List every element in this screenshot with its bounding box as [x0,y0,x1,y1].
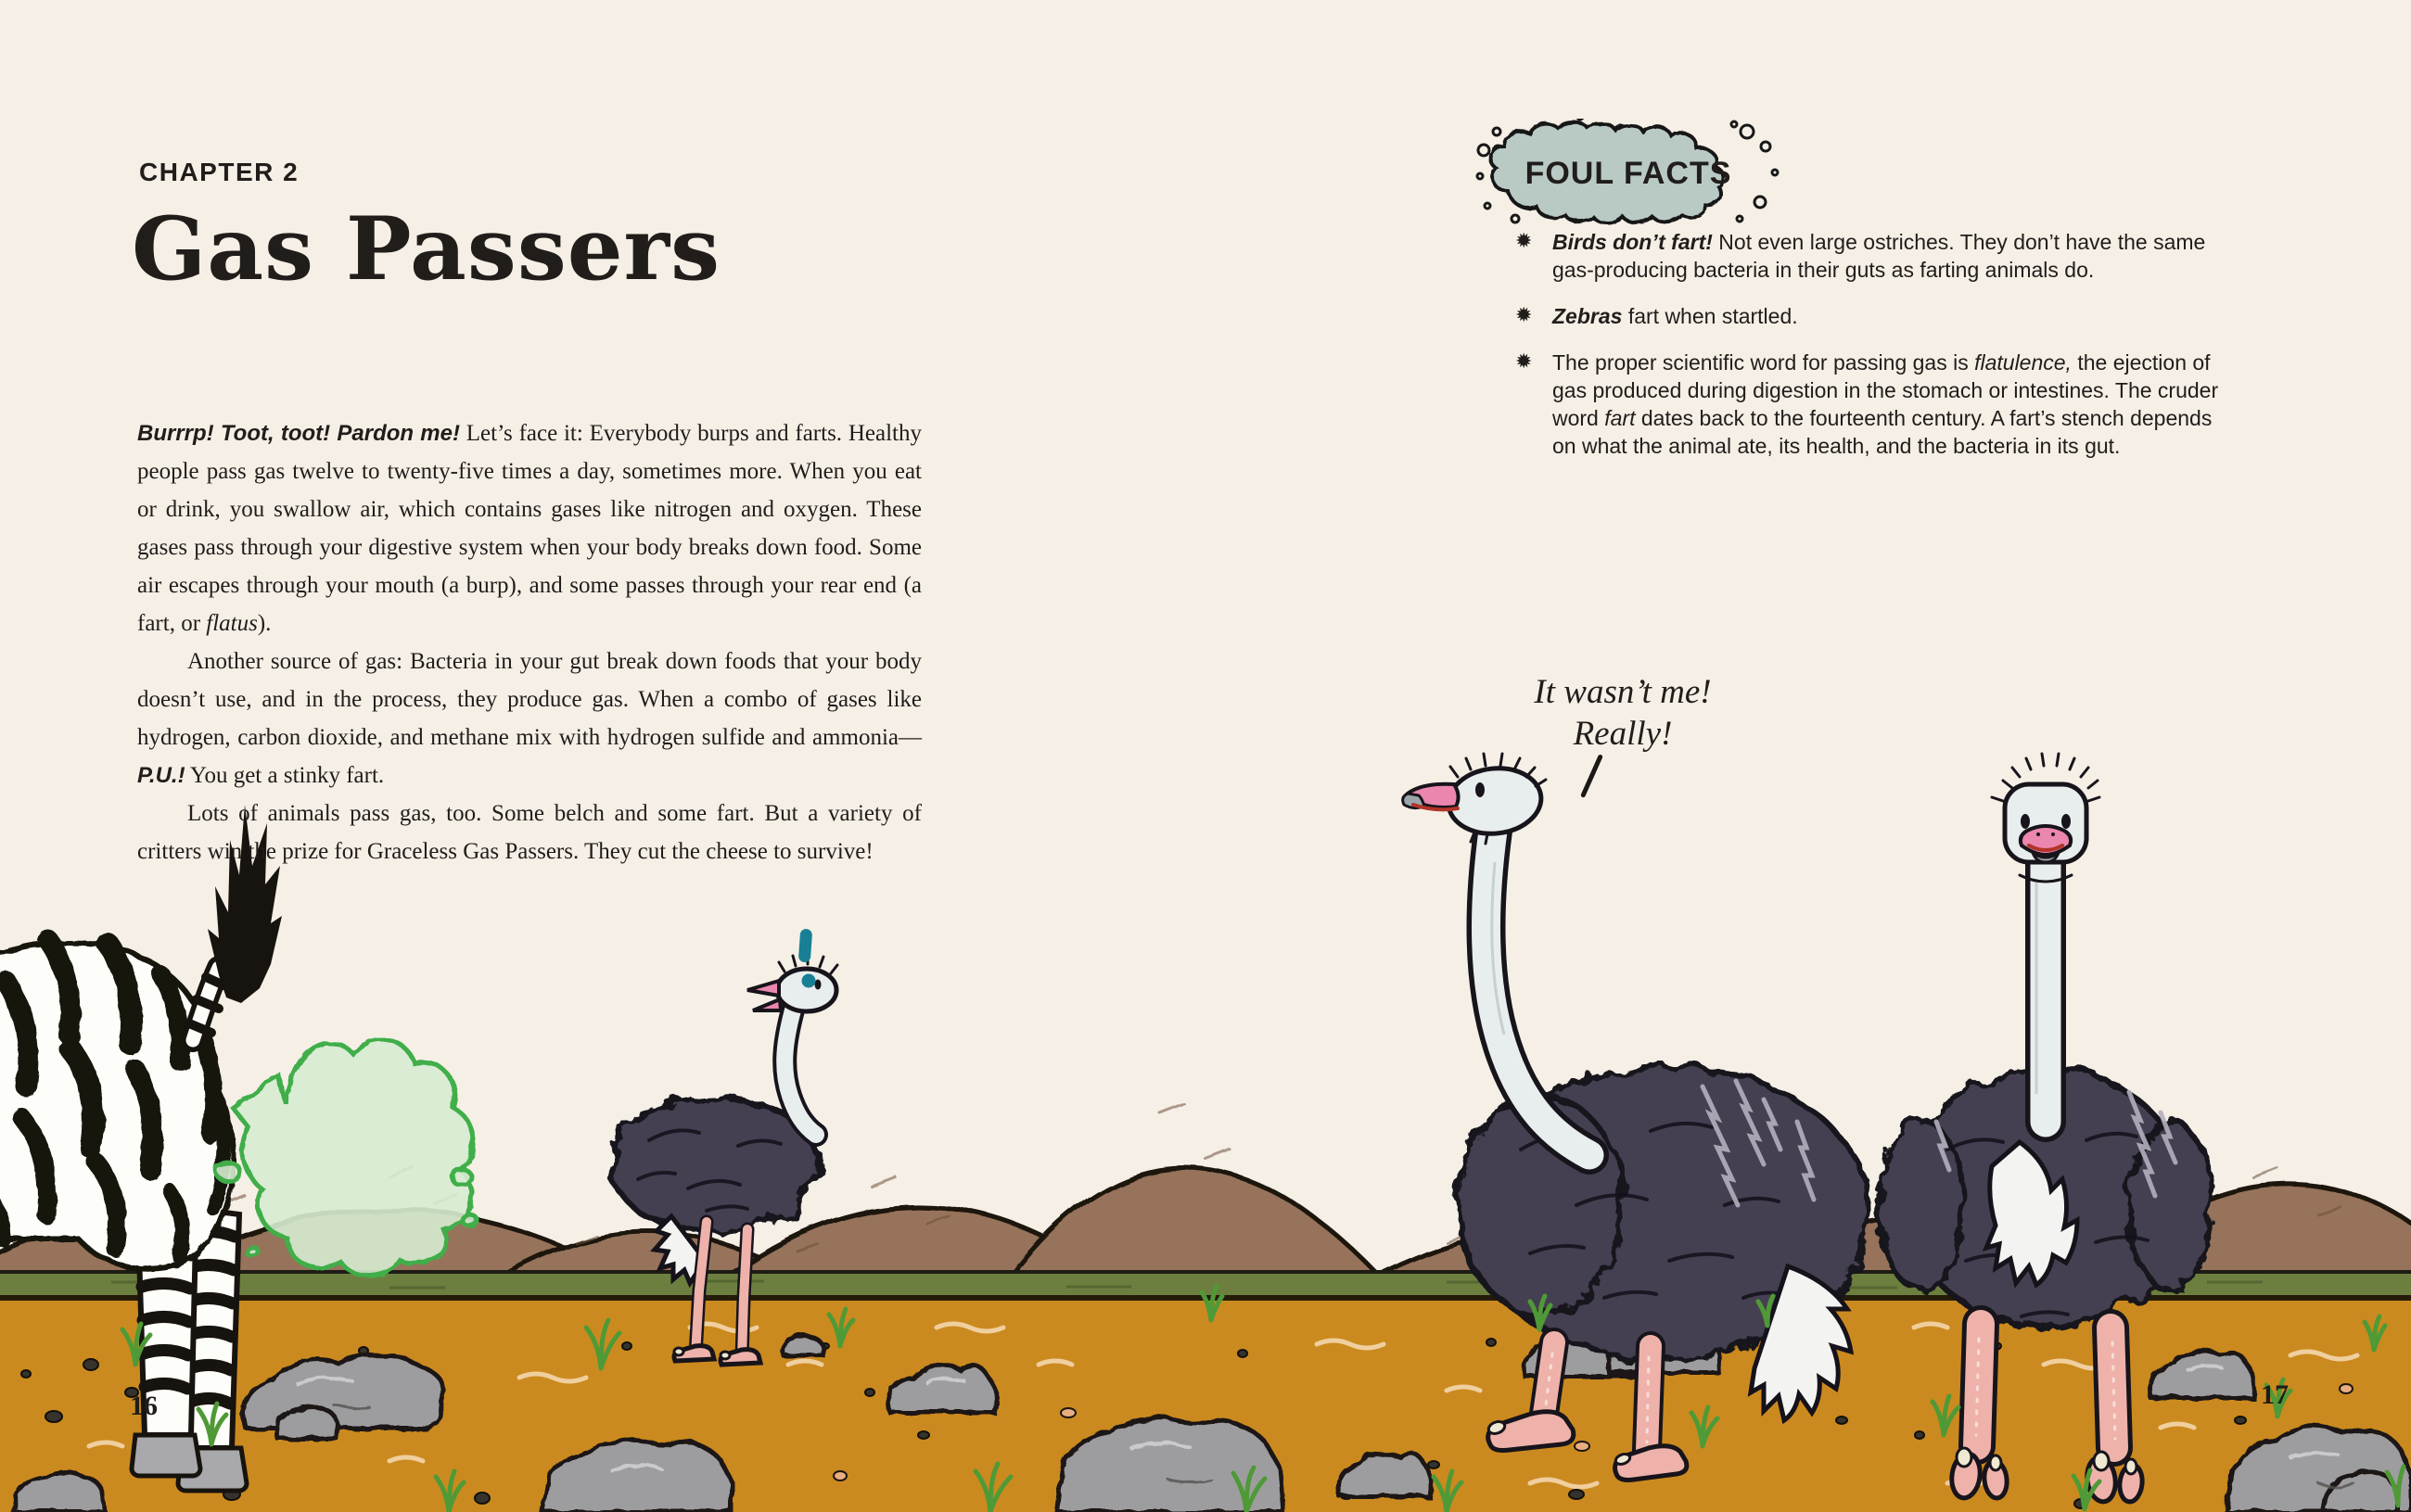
fact-item: ✹ Birds don’t fart! Not even large ostriches. They don’t have the same gas-producing bacteria in their guts as farting animals do. [1515,230,2206,282]
fact-item: ✹ The proper scientific word for passing gas is flatulence, the ejection of gas produced during digestion in the stomach or intestines. The cruder word fart dates back to the fourteenth century. A fart’s stench depends on what the animal ate, its health, and the bacteria in its gut. [1515,350,2219,458]
chapter-kicker: CHAPTER 2 [139,158,300,186]
splat-bullet-icon: ✹ [1515,304,1533,327]
ostrich-eye [1475,782,1485,797]
speech-line: It wasn’t me! [1534,673,1712,711]
chapter-title: Gas Passers [132,198,721,300]
fact-item: ✹ Zebras fart when startled. [1515,304,1798,328]
ostrich-eye [2061,814,2071,829]
ostrich-eye [815,980,822,990]
badge-label: FOUL FACTS [1524,156,1732,191]
paragraph-2: Another source of gas: Bacteria in your gut break down foods that your body doesn’t use, and in the process, they produce gas. When a combo of gases like hydrogen, carbon dioxide, and methane mix with hydrogen sulfide and ammonia—P.U.! You get a stinky fart. [137,649,922,788]
pu-exclamation: P.U.! [137,763,185,788]
page-number-left: 16 [130,1391,158,1421]
facts-list [1515,228,2231,478]
ostrich-eye [2021,814,2030,829]
speech-line: Really! [1573,715,1673,753]
paragraph-3: Lots of animals pass gas, too. Some belch and some fart. But a variety of critters win the prize for Graceless Gas Passers. They cut the cheese to survive! [137,801,922,864]
foul-facts-badge [1473,119,1784,230]
splat-bullet-icon: ✹ [1515,350,1533,374]
splat-bullet-icon: ✹ [1515,230,1533,253]
paragraph-1: Burrrp! Toot, toot! Pardon me! Let’s face it: Everybody burps and farts. Healthy people pass gas twelve to twenty-five times a day, sometimes more. When you eat or drink, you swallow air, which contains gases like nitrogen and oxygen. These gases pass through your digestive system when your body breaks down food. Some air escapes through your mouth (a burp), and some passes through your rear end (a fart, or flatus). [137,421,922,636]
body-text [137,414,922,870]
lead-in: Burrrp! Toot, toot! Pardon me! [137,421,460,446]
speech-caption [1500,671,1745,755]
page-number-right: 17 [2261,1379,2289,1410]
ostrich-beak [747,981,779,996]
